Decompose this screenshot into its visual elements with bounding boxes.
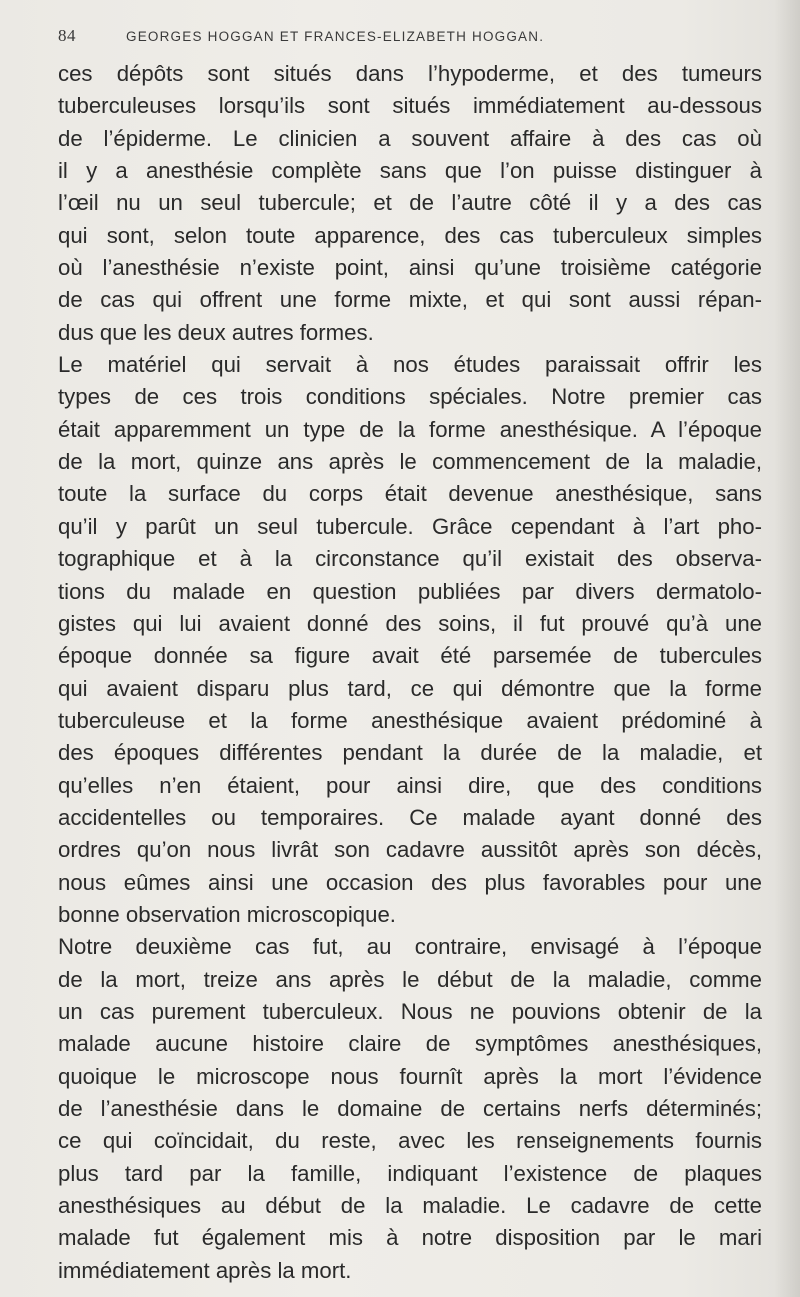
text-line: l’œil nu un seul tubercule; et de l’autre côté il y a des cas bbox=[58, 190, 762, 216]
page-edge-shadow bbox=[774, 0, 800, 1297]
text-line: où l’anesthésie n’existe point, ainsi qu’une troisième catégorie bbox=[58, 255, 762, 281]
text-line: plus tard par la famille, indiquant l’existence de plaques bbox=[58, 1160, 762, 1186]
text-line: qu’elles n’en étaient, pour ainsi dire, que des conditions bbox=[58, 772, 762, 798]
text-line: qui sont, selon toute apparence, des cas tuberculeux simples bbox=[58, 222, 762, 248]
text-line: toute la surface du corps était devenue anesthésique, sans bbox=[58, 481, 762, 507]
text-line: tuberculeuse et la forme anesthésique avaient prédominé à bbox=[58, 707, 762, 733]
text-line: époque donnée sa figure avait été parsemée de tubercules bbox=[58, 643, 762, 669]
text-line: ces dépôts sont situés dans l’hypoderme, et des tumeurs bbox=[58, 61, 762, 86]
text-line: il y a anesthésie complète sans que l’on puisse distinguer à bbox=[58, 158, 762, 184]
text-line: de la mort, quinze ans après le commencement de la maladie, bbox=[58, 449, 762, 475]
text-line: tographique et à la circonstance qu’il existait des observa- bbox=[58, 546, 762, 572]
text-line: Le matériel qui servait à nos études paraissait offrir les bbox=[58, 352, 762, 378]
text-line: ordres qu’on nous livrât son cadavre aussitôt après son décès, bbox=[58, 837, 762, 863]
text-line: qui avaient disparu plus tard, ce qui démontre que la forme bbox=[58, 675, 762, 701]
text-line: de l’anesthésie dans le domaine de certains nerfs déterminés; bbox=[58, 1096, 762, 1121]
text-line: malade fut également mis à notre disposition par le mari bbox=[58, 1225, 762, 1251]
text-line: de cas qui offrent une forme mixte, et qui sont aussi répan- bbox=[58, 287, 762, 313]
page-number: 84 bbox=[58, 26, 76, 45]
text-line: était apparemment un type de la forme anesthésique. A l’époque bbox=[58, 416, 762, 442]
text-line: anesthésiques au début de la maladie. Le cadavre de cette bbox=[58, 1193, 762, 1219]
text-line: malade aucune histoire claire de symptômes anesthésiques, bbox=[58, 1031, 762, 1057]
text-line: un cas purement tuberculeux. Nous ne pouvions obtenir de la bbox=[58, 998, 762, 1024]
text-line: des époques différentes pendant la durée de la maladie, et bbox=[58, 740, 762, 766]
text-line: de la mort, treize ans après le début de la maladie, comme bbox=[58, 966, 762, 992]
text-line: ce qui coïncidait, du reste, avec les renseignements fournis bbox=[58, 1128, 762, 1154]
text-line: nous eûmes ainsi une occasion des plus favorables pour une bbox=[58, 869, 762, 895]
text-line: bonne observation microscopique. bbox=[58, 901, 396, 927]
running-head-title: GEORGES HOGGAN ET FRANCES-ELIZABETH HOGGAN. bbox=[126, 29, 545, 44]
text-line: accidentelles ou temporaires. Ce malade ayant donné des bbox=[58, 804, 762, 830]
text-line: Notre deuxième cas fut, au contraire, envisagé à l’époque bbox=[58, 934, 762, 960]
text-line: tions du malade en question publiées par divers dermatolo- bbox=[58, 578, 762, 604]
text-line: qu’il y parût un seul tubercule. Grâce cependant à l’art pho- bbox=[58, 513, 762, 539]
text-line: de l’épiderme. Le clinicien a souvent affaire à des cas où bbox=[58, 125, 762, 151]
text-line: quoique le microscope nous fournît après la mort l’évidence bbox=[58, 1063, 762, 1089]
body-text bbox=[58, 58, 762, 1287]
text-line: gistes qui lui avaient donné des soins, il fut prouvé qu’à une bbox=[58, 610, 762, 636]
text-line: types de ces trois conditions spéciales. Notre premier cas bbox=[58, 384, 762, 410]
text-line: immédiatement après la mort. bbox=[58, 1257, 352, 1283]
running-head bbox=[58, 26, 760, 54]
text-line: dus que les deux autres formes. bbox=[58, 319, 374, 345]
text-line: tuberculeuses lorsqu’ils sont situés immédiatement au-dessous bbox=[58, 93, 762, 119]
